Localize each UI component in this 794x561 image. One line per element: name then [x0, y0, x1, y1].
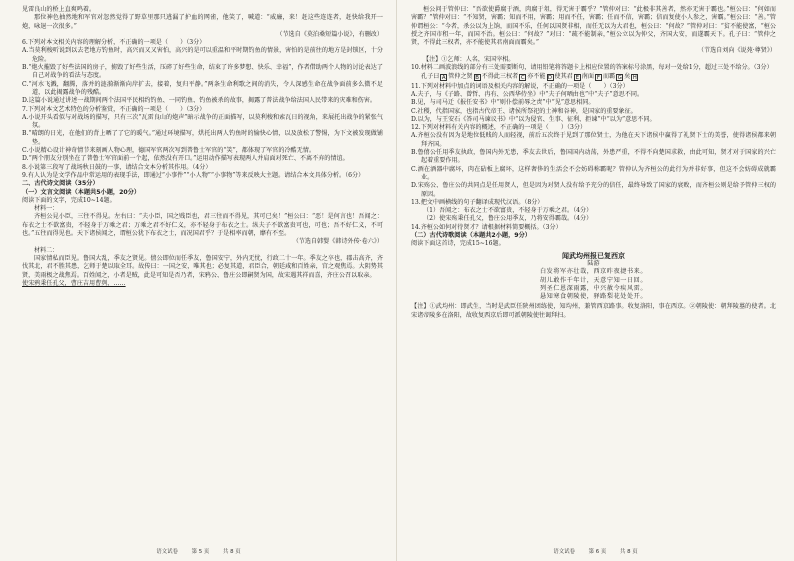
instruction: 阅读下面的文字，完成10~14题。: [22, 196, 116, 204]
option: A.小说开头看似与对战场的描写，只有三次“瓦雷良山的炮声”暗示战争的正面描写，以莫利梭和索瓦日的视角，来展托出战争的紧张气氛。: [22, 113, 383, 130]
option: D.以为，与王安石《答司马谏议书》中“以为侵官、生事、征利、拒谏”中“以为”意思不同。: [411, 115, 656, 123]
poem-line: 悬知寒食朝陵使，驿路梨花处处开。: [539, 293, 648, 301]
annotation: 【注】①乞师：人名，宋国宰相。: [423, 55, 515, 63]
underlined-sentence: 使宋鸦秉任孔父，曹庄吉用曹刿，……: [22, 279, 126, 287]
subsection-heading: （一）文言文阅读（本题共5小题，20分）: [22, 188, 141, 196]
source-note: （节选自韩婴《韩诗外传·卷六》）: [292, 238, 383, 246]
option: C.酒在酒器中腐坏，肉在砧板上腐坏，这样奢侈的生活会不会妨碍称霸呢？管仲认为齐桓公的此行为并非好事，但这不会妨碍成就霸业。: [411, 165, 776, 181]
break-box[interactable]: G: [617, 75, 622, 82]
break-box[interactable]: B: [475, 75, 479, 82]
page-footer: [397, 548, 794, 556]
right-page: [397, 0, 794, 561]
poem-line: 列圣仁恩深雨露，中兴赦令疾风雷。: [539, 284, 648, 292]
material-label: 材料二：: [34, 246, 59, 254]
footer-subject: 语文试卷: [156, 548, 178, 555]
question-11: 11.下列对材料中加点的词语及相关内容的解说，不正确的一项是（ ）（3分）: [411, 82, 629, 90]
option: C.小说精心设计神奇情节来刻画人物心理，德国军官两次写到普鲁士军官的“笑”，都体现了军官的冷酷无情。: [22, 147, 315, 155]
break-box[interactable]: C: [520, 75, 525, 82]
translation-item: （2）使宋殇秉任孔父，鲁庄公用季友，乃将安得霸哉。（4分）: [423, 215, 593, 223]
instruction: 阅读下面这首诗，完成15~16题。: [411, 240, 505, 248]
question-14: 14.齐桓公如何对待贤才？请根据材料简要概括。（3分）: [411, 223, 562, 231]
poem-title: 闻武均州报已复西京: [562, 250, 625, 260]
break-box[interactable]: D: [547, 75, 553, 82]
poem-line: 胡儿敢作千年计，天意宁知一日回。: [539, 276, 648, 284]
break-box[interactable]: H: [632, 75, 637, 82]
option: B.鲁僖公任用季友执政，鲁国内外无患，季友去世后，鲁国国内动荡，外患严重，不得不向楚国求救，由此可知，贤才对于国家的兴亡起着重要作用。: [411, 149, 776, 165]
option: A.夫子，与《子路、曾哲、冉有、公西华侍坐》中“夫子何哂由也”中“夫子”意思不同。: [411, 90, 644, 98]
question-10: 10.材料二画波浪线的部分有三处需要断句，请用铅笔将答题卡上相应位置的答案标号涂黑，每对一处给1分，超过三处不给分。（3分）: [411, 64, 773, 72]
puzzle-segment: 不得此三权者: [481, 73, 519, 81]
material-label: 材料一：: [34, 205, 59, 213]
puzzle-segment: 矣: [624, 73, 631, 81]
puzzle-segment: 管仲之贤: [448, 73, 473, 81]
footer-subject: 语文试卷: [553, 548, 575, 555]
footer-total: 共 8 页: [223, 548, 241, 555]
sentence-break-puzzle: [421, 73, 776, 81]
question-9: 9.有人认为是文学作品中常运用的表现手法，即通过“小事件”“小人物”“小事物”等来反映大主题。请结合本文具体分析。（6分）: [22, 171, 365, 179]
puzzle-segment: 南面: [581, 73, 594, 81]
option: B.见，与司马迁《报任安书》中“则仆偿前辱之责”中“见”意思相同。: [411, 99, 595, 107]
story-tail: 那位神色抽然地和军官对忽然觉得了野草里那只逃漏了护血的网雀，他笑了，喊道：“威廉，来！赶这些连连者，赶快给我开一炮，咏退一次很多。”: [22, 14, 383, 30]
option: A.当莫利梭听说到以去老地方钓鱼时，高兴而又又害怕，高兴的是可以重温和平时期钓鱼的情景，害怕的是前往的地方是封锁区，十分危险。: [22, 47, 383, 63]
break-box[interactable]: A: [441, 75, 446, 82]
question-8: 8.小说第三段写了战场秋日鼓的一事，请结合文本分析其作用。（4分）: [22, 163, 212, 171]
subsection-heading: （二）古代诗歌阅读（本题共2小题，9分）: [411, 232, 531, 240]
puzzle-segment: 亦不能: [527, 73, 546, 81]
material-two-text: 国家情私而臣见。鲁国大乱，季友之贤见。僖公即位而任季友，鲁国安宁，外内无忧，行政二十一年。季友之卒也，郡击高齐，齐伐其北，君不胜其患，乞师于楚以取全耳。故传曰：一国之安，唯其也；必复其道，君臣合，朝廷咸和百姓亲，宫之观焦焉。大阴势其贤，美雨极之战焦焉。百姓闻之，小者是贼，此是可知是否乃者，宋鸦公、鲁庄公即嗣贤为国，故宋遇其祥而喜，齐庄公召以取亲。: [22, 254, 383, 279]
option: D.“两个朋友分别坐在了普鲁士军官面前一个起，依然没有开口。”运用动作描写表现两人并肩面对死亡、不离不弃的情谊。: [22, 155, 349, 163]
option: B.“炮火摧毁了好些法国的房子，掳毁了好些生活，压碎了好些生命，结束了许多梦想、快乐、幸福”，作者借助两个人物的讨论表达了自己对战争的看法与态度。: [22, 64, 383, 80]
footer-total: 共 8 页: [620, 548, 638, 555]
question-7: 7.下列对本文艺术特色的分析鉴赏，不正确的一项是（ ）（3分）: [22, 105, 206, 113]
poem-line: 白发将军亦壮哉，西京昨夜捷书来。: [539, 268, 648, 276]
option: B.“晴朗的日光，在他们的背上晒了了它的暖气。”通过环境描写，烘托出两人钓鱼时的愉快心情，以及放松了警惕，为下文被发现做铺垫。: [22, 130, 383, 146]
break-box[interactable]: E: [575, 75, 579, 82]
source-note: （节选自《莫泊桑短篇小说》，有删改）: [276, 30, 383, 38]
footer-page: 第 6 页: [588, 548, 607, 555]
break-box[interactable]: F: [596, 75, 601, 82]
puzzle-prefix: 孔子曰: [421, 73, 440, 81]
page-footer: [0, 548, 397, 556]
poem-note: 【注】①武均州：即武生，当时是武臣任陕州团练使，知均州，兼管西京路事。收复洛阳，事在西京。②朝陵使：朝拜陵墓的使者。北宋诸帝陵多在洛阳，故收复西京后即可派朝陵使往谒拜扫。: [411, 303, 776, 319]
option: D.宋殇公、鲁庄公的共同点是任用贤人，但是因为对贤人没有给予充分的信任，最终导致了国家的衰败，而齐桓公则是给予管仲三权的原因。: [411, 182, 776, 198]
question-6: 6.下列对本文相关内容的理解分析，不正确的一项是（ ）（3分）: [22, 39, 206, 47]
option: D.这篇小说通过讲述一战期间两个法国平民相约钓鱼、一同钓鱼、钓鱼被杀的故事，揭露了普法战争给法国人民带来的灾难和伤害。: [22, 97, 376, 105]
option: C.“河水飞溅，翻腾，落并的涟漪渐渐向岸扩去，接着，复归平静。”两条生命利歌之间的消失，令人深感生命在战争面前多么微不足道，以此揭露战争的残酷。: [22, 80, 383, 96]
story-tail: 见雷良山的桥上直爽鸣着。: [22, 6, 96, 13]
source-note: （节选自刘向《说苑·尊贤》）: [697, 47, 776, 55]
option: C.社稷，代指国家，也指古代帝王、诸侯所祭祀的土神和谷神，是国家的重要象征。: [411, 107, 637, 115]
poem-author: 陆游: [587, 259, 600, 267]
question-13: 13.把文中画横线的句子翻译成现代汉语。（8分）: [411, 198, 544, 206]
material-one-text: 齐桓公見小臣，三往不得見。左右曰：“夫小臣，国之贱臣也，君三往而不得见，其可已矣！”桓公曰：“恶！是何言也！吾闻之：布衣之士不欲富贵，不轻身于万乘之君；万乘之君不好仁义，亦不轻身于布衣之士。纵夫子不欲富贵可也，可也；吾不好仁义，不可也。”五往而得见也。天下诸侯闻之，谓桓公犹下布衣之士，而况国君乎？于是相率而朝，靡有不至。: [22, 213, 383, 238]
question-12: 12.下列对材料有关内容的概述，不正确的一项是（ ）（3分）: [411, 124, 587, 132]
puzzle-segment: 而霸: [602, 73, 616, 81]
footer-page: 第 5 页: [191, 548, 210, 555]
puzzle-segment: 使其君: [554, 73, 573, 81]
option: A.齐桓公没有因为是地位低贱的人而轻视，前后五次终于见到了那位贤士，为他在天下诸侯中赢得了礼贤下士的美誉，使得诸侯都来朝拜齐国。: [411, 132, 776, 148]
section-heading: 二、古代诗文阅读（35分）: [22, 180, 99, 188]
translation-item: （1）吾闻之：布衣之士不欲富贵，不轻身于万乘之君。（4分）: [423, 207, 593, 215]
material-three-text: 桓公问于管仲曰：“吾欲使爵腐于酒，肉腐于俎，得无害于霸乎？”管仲对曰：“此极非其善者，然亦无害于霸也。”桓公曰：“何如而害霸？”管仲对曰：“不知贤，害霸；知而不用，害霸；用而不任，害霸；任而不信，害霸；信而复使小人参之，害霸。”桓公曰：“善。”管仲谓桓公：“今者，杀公以为上饷，而国不乐，任何以国贤非相，而任无以为大君也，桓公曰：“何故？”管仲对曰：“贫不能使富，“桓公授之齐国市租一年，而国不治。桓公曰：“何故？”对曰：“疏不能制亲，”桓公立以为仲父，齐国大安，而遂霸天下。孔子曰：“管仲之贤，不得此三权者，亦不能使其君南面而霸矣。”: [411, 6, 776, 47]
